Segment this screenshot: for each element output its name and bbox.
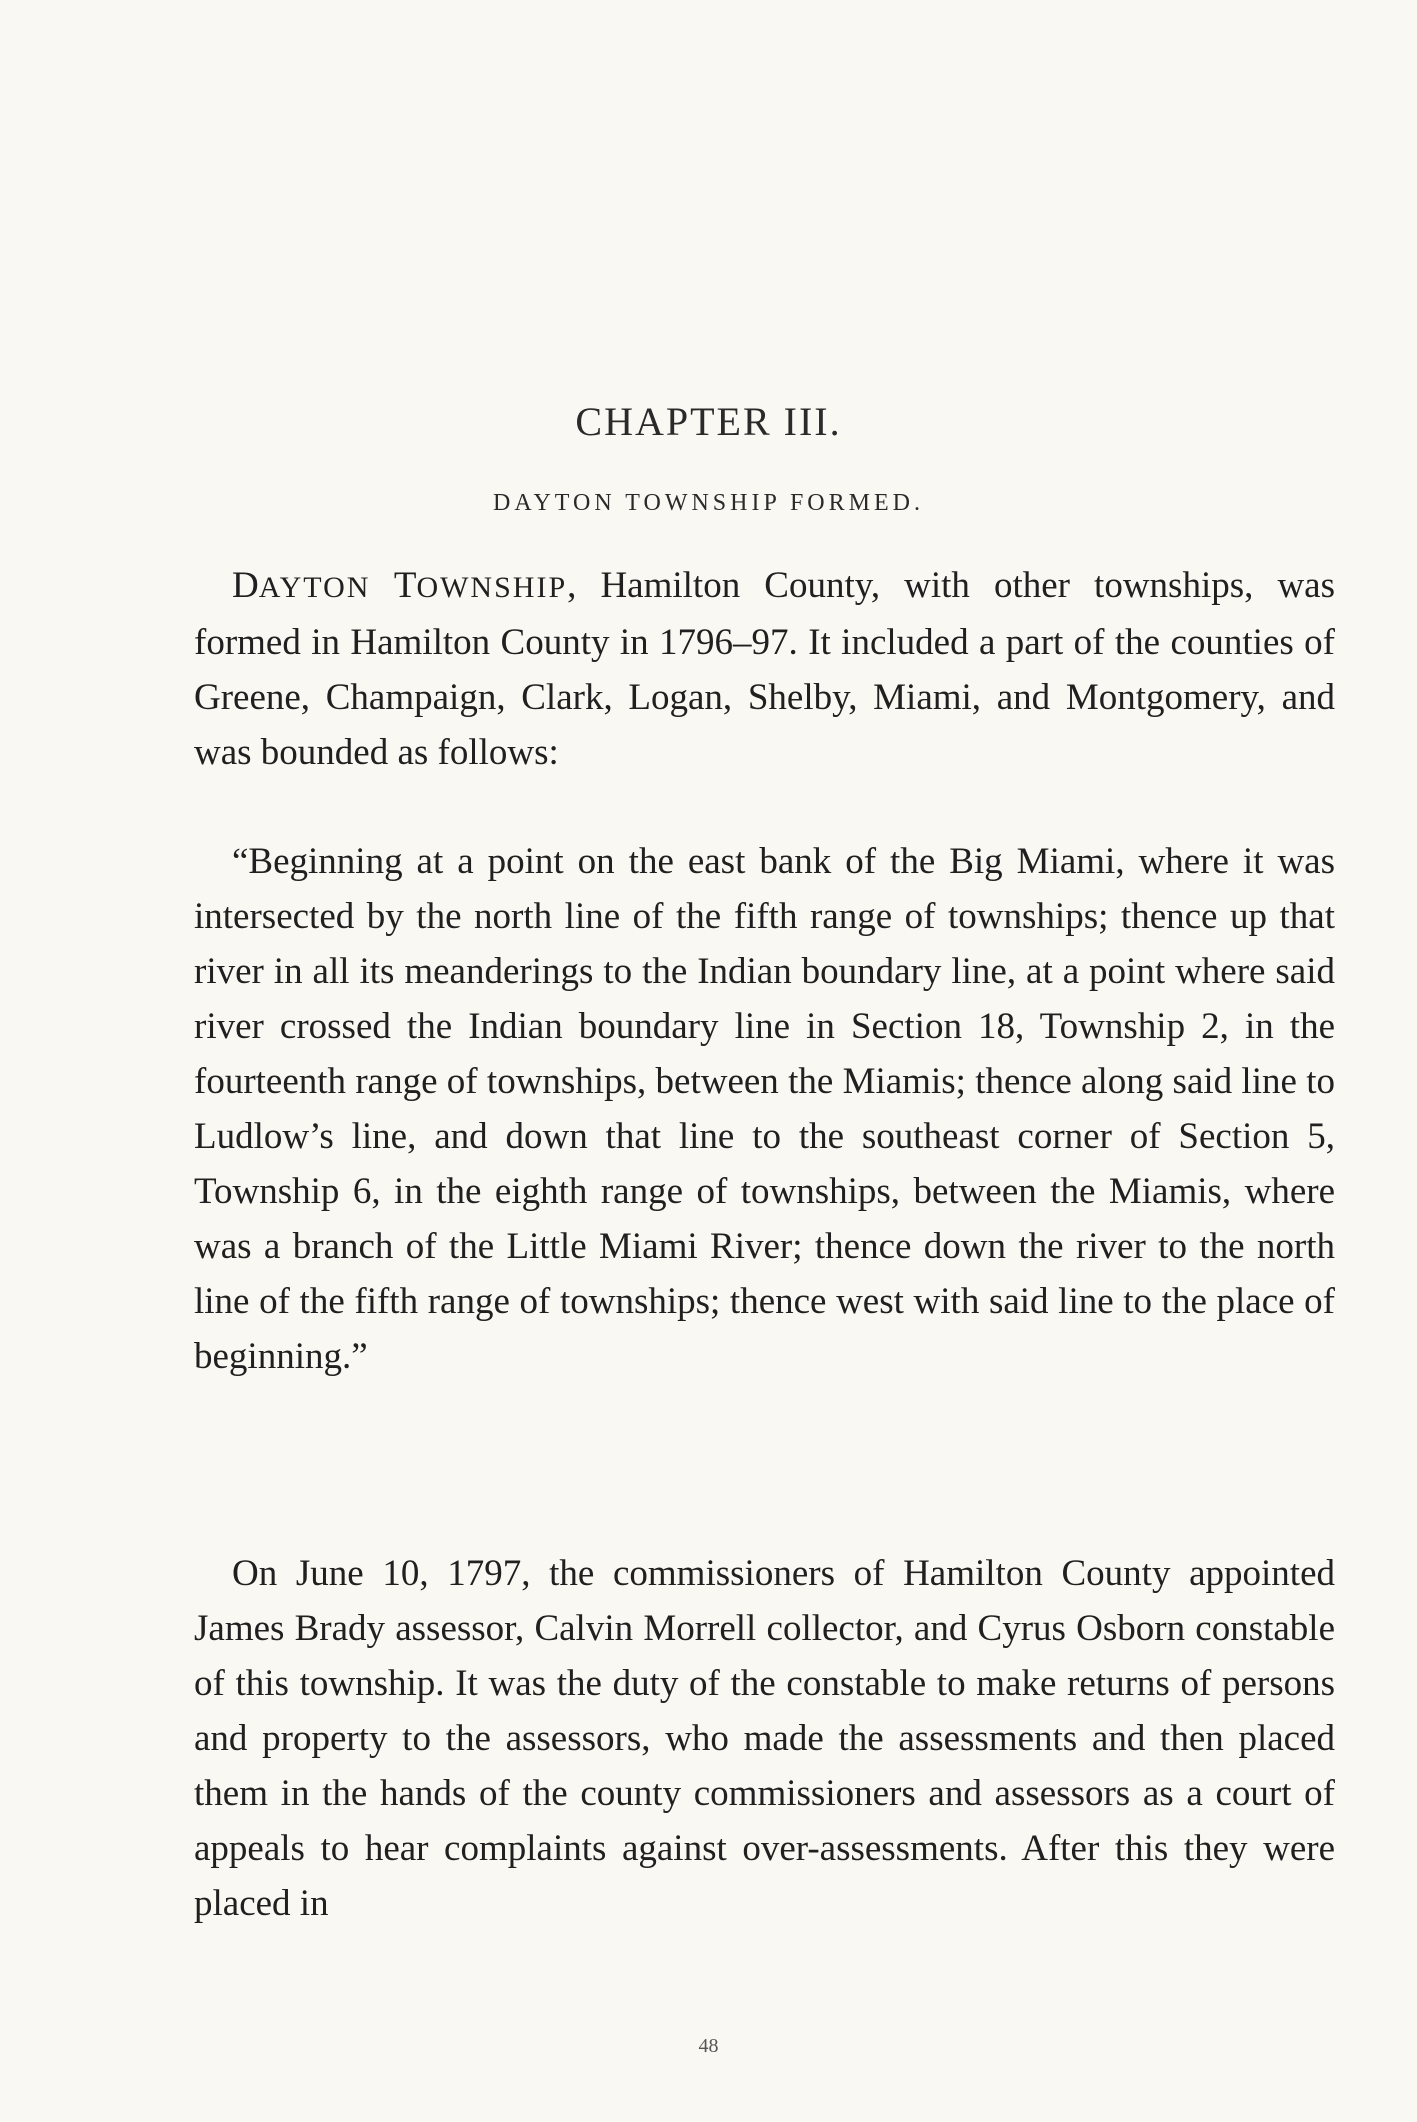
paragraph-2 — [194, 834, 1335, 1384]
section-title: DAYTON TOWNSHIP FORMED. — [493, 490, 924, 516]
paragraph-3-text: On June 10, 1797, the commissioners of Hamilton County appointed James Brady assessor, Calvin Morrell collector, and Cyrus Osborn constable of this township. It was the duty of the constable to make returns of persons and property to the assessors, who made the assessments and then placed them in the hands of the county commissioners and assessors as a court of appeals to hear complaints against over-assessments. After this they were placed in — [194, 1553, 1335, 1924]
lead-initial-2: T — [393, 565, 417, 606]
paragraph-2-text: “Beginning at a point on the east bank of the Big Miami, where it was intersected by the north line of the fifth range of townships; thence up that river in all its meanderings to the Indian boundary line, at a point where said river crossed the Indian boundary line in Section 18, Township 2, in the fourteenth range of townships, between the Miamis; thence along said line to Ludlow’s line, and down that line to the southeast corner of Section 5, Township 6, in the eighth range of townships, between the Miamis, where was a branch of the Little Miami River; thence down the river to the north line of the fifth range of townships; thence west with said line to the place of beginning.” — [194, 841, 1335, 1377]
paragraph-1-body: , Hamilton County, with other townships, was formed in Hamilton County in 1796–97. It included a part of the counties of Greene, Champaign, Clark, Logan, Shelby, Miami, and Montgomery, and was bounded as follows: — [194, 565, 1335, 773]
paragraph-1 — [194, 558, 1335, 780]
chapter-title: CHAPTER III. — [575, 399, 842, 444]
lead-smallcaps-2: OWNSHIP — [416, 571, 568, 604]
paragraph-1-text — [194, 558, 1335, 780]
page-number: 48 — [698, 2035, 719, 2057]
paragraph-3 — [194, 1546, 1335, 1931]
lead-smallcaps-1: AYTON — [258, 571, 371, 604]
lead-initial-1: D — [232, 565, 259, 606]
